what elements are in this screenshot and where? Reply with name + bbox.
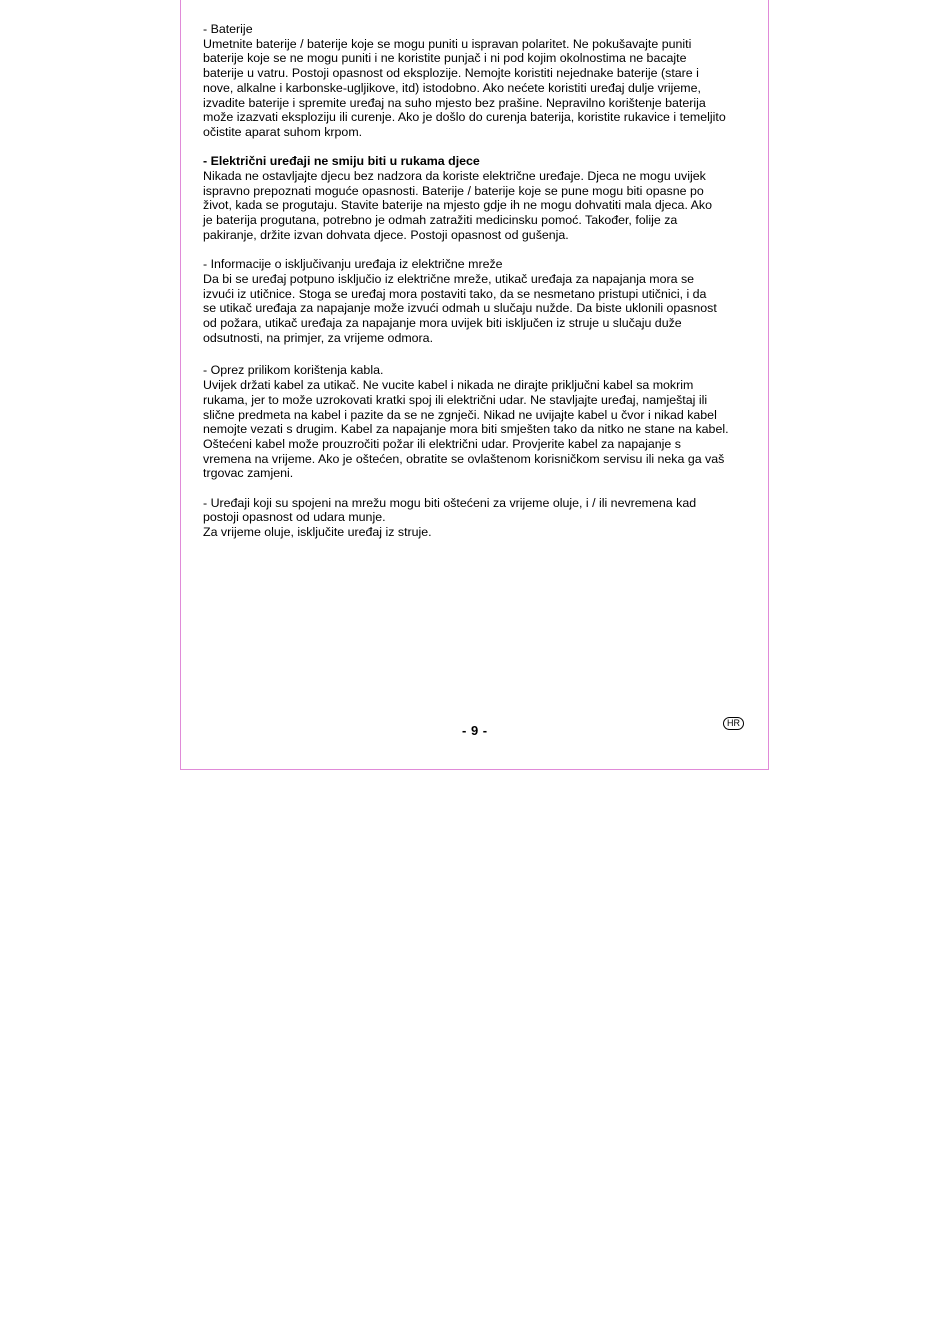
paragraph-line: baterije koje se ne mogu puniti i ne koristite punjač i ni pod kojim okolnostima ne bacajte (203, 51, 687, 66)
section-children (203, 154, 753, 242)
section-heading: - Baterije (203, 22, 253, 36)
page-number: - 9 - (462, 723, 488, 738)
section-batteries (203, 22, 753, 140)
section-disconnect (203, 257, 753, 345)
paragraph-line: trgovac zamjeni. (203, 466, 294, 481)
paragraph-line: Za vrijeme oluje, isključite uređaj iz struje. (203, 525, 432, 540)
paragraph-line: izvadite baterije i spremite uređaj na suho mjesto bez prašine. Nepravilno korištenje baterija (203, 95, 706, 110)
paragraph-line: baterije u vatru. Postoji opasnost od eksplozije. Nemojte koristiti nejednake baterije (stare i (203, 66, 699, 81)
paragraph-line: vremena na vrijeme. Ako je oštećen, obratite se ovlaštenom korisničkom servisu ili neka ga vaš (203, 451, 725, 466)
paragraph-line: odsutnosti, na primjer, za vrijeme odmora. (203, 330, 434, 345)
paragraph-line: izvući iz utičnice. Stoga se uređaj mora postaviti tako, da se nesmetano pristupi utičnici, i da (203, 286, 707, 301)
paragraph-line: slične predmeta na kabel i pazite da se ne zgnječi. Nikad ne uvijajte kabel u čvor i nikad kabel (203, 407, 717, 422)
section-heading: - Uređaji koji su spojeni na mrežu mogu biti oštećeni za vrijeme oluje, i / ili nevremena kad (203, 495, 697, 510)
section-cable (203, 363, 753, 481)
section-spacer (203, 345, 753, 363)
paragraph-line: može izazvati eksploziju ili curenje. Ako je došlo do curenja baterija, koristite rukavice i temeljito (203, 110, 726, 125)
paragraph-line: Uvijek držati kabel za utikač. Ne vucite kabel i nikada ne dirajte priključni kabel sa mokrim (203, 378, 694, 393)
section-storm (203, 496, 753, 540)
paragraph-line: pakiranje, držite izvan dohvata djece. Postoji opasnost od gušenja. (203, 227, 569, 242)
paragraph-line: Oštećeni kabel može prouzročiti požar ili električni udar. Provjerite kabel za napajanje s (203, 436, 681, 451)
document-body (203, 22, 753, 540)
paragraph-line: Da bi se uređaj potpuno isključio iz električne mreže, utikač uređaja za napajanja mora se (203, 271, 695, 286)
section-heading: - Oprez prilikom korištenja kabla. (203, 363, 384, 378)
section-spacer (203, 243, 753, 258)
paragraph-line: rukama, jer to može uzrokovati kratki spoj ili električni udar. Ne stavljajte uređaj, namještaj ili (203, 392, 708, 407)
paragraph-line: život, kada se progutaju. Stavite baterije na mjesto gdje ih ne mogu dohvatiti mala djeca. Ako (203, 198, 713, 213)
section-spacer (203, 481, 753, 496)
section-heading: - Električni uređaji ne smiju biti u rukama djece (203, 154, 480, 169)
paragraph-line: nemojte vezati s drugim. Kabel za napajanje mora biti smješten tako da nitko ne stane na kabel. (203, 422, 729, 437)
paragraph-line: Nikada ne ostavljajte djecu bez nadzora da koriste električne uređaje. Djeca ne mogu uvijek (203, 169, 706, 184)
paragraph-line: se utikač uređaja za napajanje može izvući odmah u slučaju nužde. Da biste uklonili opasnost (203, 301, 717, 316)
paragraph-line: ispravno prepoznati moguće opasnosti. Baterije / baterije koje se pune mogu biti opasne po (203, 183, 704, 198)
language-badge: HR (723, 717, 744, 730)
paragraph-line: Umetnite baterije / baterije koje se mogu puniti u ispravan polaritet. Ne pokušavajte puniti (203, 36, 692, 51)
section-heading: - Informacije o isključivanju uređaja iz električne mreže (203, 257, 503, 272)
paragraph-line: očistite aparat suhom krpom. (203, 124, 363, 139)
section-spacer (203, 140, 753, 155)
paragraph-line: nove, alkalne i karbonske-ugljikove, itd) istodobno. Ako nećete koristiti uređaj dulje vrijeme, (203, 80, 701, 95)
paragraph-line: postoji opasnost od udara munje. (203, 510, 386, 525)
paragraph-line: je baterija progutana, potrebno je odmah zatražiti medicinsku pomoć. Također, folije za (203, 213, 678, 228)
paragraph-line: od požara, utikač uređaja za napajanje mora uvijek biti isključen iz struje u slučaju duže (203, 316, 682, 331)
